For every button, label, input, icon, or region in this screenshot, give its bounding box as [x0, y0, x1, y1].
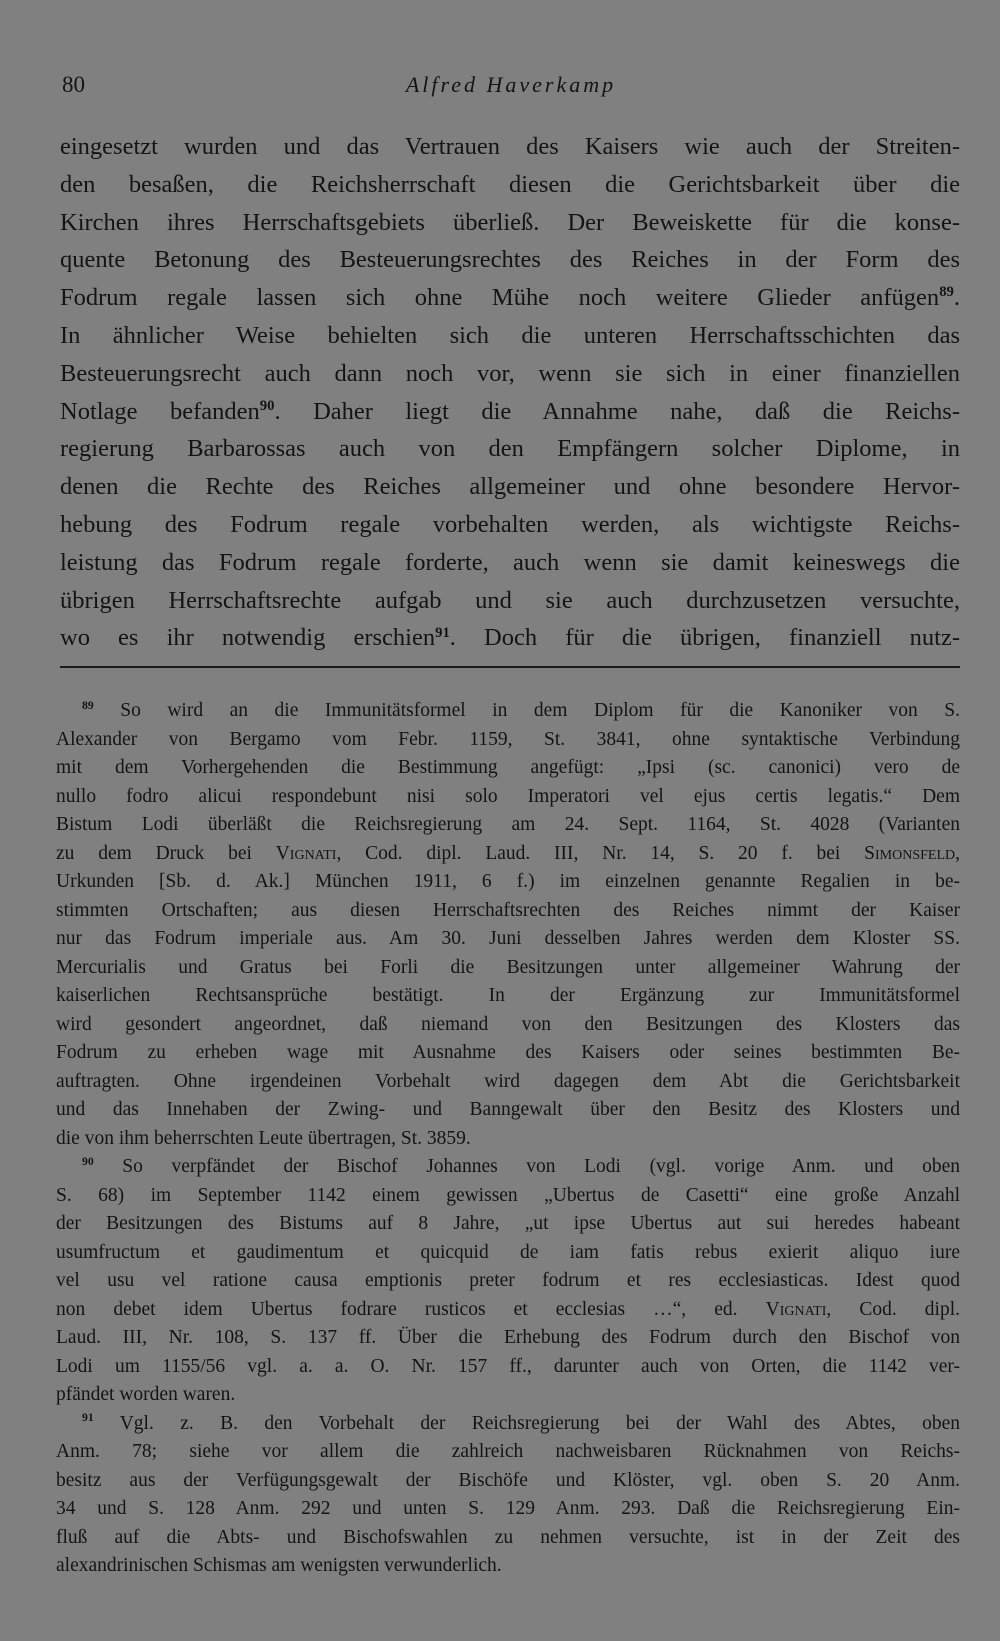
footnote-number-89: 89 [82, 698, 94, 712]
footnote-line: besitz aus der Verfügungsgewalt der Bischöfe und Klöster, vgl. oben S. 20 Anm. [56, 1469, 960, 1491]
footnotes [56, 697, 960, 1581]
footnote-line: nur das Fodrum imperiale aus. Am 30. Juni desselben Jahres werden dem Kloster SS. [56, 928, 960, 949]
footnote-line: Mercurialis und Gratus bei Forli die Besitzungen unter allgemeiner Wahrung der [56, 956, 960, 978]
text-fragment: . Doch für die übrigen, finanziell nutz- [449, 624, 960, 652]
text-line [60, 393, 960, 431]
footnote-line: kaiserlichen Rechtsansprüche bestätigt. In der Ergänzung zur Immunitätsformel [56, 985, 960, 1006]
author-name: Vignati [275, 842, 337, 864]
text-fragment: zu dem Druck bei [56, 842, 276, 864]
footnote-line: wird gesondert angeordnet, daß niemand von den Besitzungen des Klosters das [56, 1013, 960, 1035]
text-fragment: Fodrum regale lassen sich ohne Mühe noch weitere Glieder anfügen [60, 284, 940, 312]
text-line: leistung das Fodrum regale forderte, auch wenn sie damit keineswegs die [60, 548, 960, 576]
text-line [60, 619, 960, 657]
running-head: Alfred Haverkamp [405, 72, 617, 97]
text-line: Kirchen ihres Herrschaftsgebiets überließ. Der Beweiskette für die konse- [60, 208, 960, 236]
text-fragment: Notlage befanden [60, 397, 260, 425]
footnote-line: Anm. 78; siehe vor allem die zahlreich nachweisbaren Rücknahmen von Reichs- [56, 1441, 960, 1462]
main-text [60, 128, 960, 657]
text-line: hebung des Fodrum regale vorbehalten werden, als wichtigste Reichs- [60, 510, 960, 538]
text-line: In ähnlicher Weise behielten sich die unteren Herrschaftsschichten das [60, 321, 960, 349]
text-fragment: , Cod. dipl. Laud. III, Nr. 14, S. 20 f. bei [336, 842, 865, 864]
footnote-line: fluß auf die Abts- und Bischofswahlen zu nehmen versuchte, ist in der Zeit des [56, 1526, 960, 1548]
footnote-line [56, 1296, 960, 1325]
text-line: denen die Rechte des Reiches allgemeiner und ohne besondere Hervor- [60, 473, 960, 501]
footnote-line: S. 68) im September 1142 einem gewissen „Ubertus de Casetti“ eine große Anzahl [56, 1184, 960, 1206]
text-line: quente Betonung des Besteuerungsrechtes des Reiches in der Form des [60, 246, 960, 274]
footnote-line [56, 1410, 960, 1439]
footnote-line: vel usu vel ratione causa emptionis preter fodrum et res ecclesiasticas. Idest quod [56, 1270, 960, 1291]
footnote-line: stimmten Ortschaften; aus diesen Herrschaftsrechten des Reiches nimmt der Kaiser [56, 899, 960, 921]
text-fragment: . [953, 284, 960, 312]
text-line: eingesetzt wurden und das Vertrauen des Kaisers wie auch der Streiten- [60, 133, 960, 160]
page-number: 80 [62, 72, 85, 97]
footnote-ref-91[interactable]: 91 [435, 624, 450, 641]
footnote-line [56, 840, 960, 869]
footnote-line: der Besitzungen des Bistums auf 8 Jahre, „ut ipse Ubertus aut sui heredes habeant [56, 1213, 960, 1234]
footnote-ref-90[interactable]: 90 [259, 397, 275, 414]
author-name: Simonsfeld [864, 842, 956, 864]
text-fragment: , Cod. dipl. [826, 1298, 960, 1320]
page-header [62, 72, 960, 104]
footnote-line: mit dem Vorhergehenden die Bestimmung angefügt: „Ipsi (sc. canonici) vero de [56, 757, 960, 778]
text-line: regierung Barbarossas auch von den Empfängern solcher Diplome, in [60, 435, 960, 463]
footnote-line: Urkunden [Sb. d. Ak.] München 1911, 6 f.) im einzelnen genannte Regalien in be- [56, 871, 960, 892]
text-line: den besaßen, die Reichsherrschaft diesen die Gerichtsbarkeit über die [60, 170, 960, 198]
footnote-line: 34 und S. 128 Anm. 292 und unten S. 129 Anm. 293. Daß die Reichsregierung Ein- [56, 1498, 960, 1519]
text-fragment: So wird an die Immunitätsformel in dem Diplom für die Kanoniker von S. [120, 700, 961, 721]
footnote-line: usumfructum et gaudimentum et quicquid de iam fatis rebus exierit aliquo iure [56, 1241, 960, 1263]
footnote-line: die von ihm beherrschten Leute übertragen, St. 3859. [56, 1127, 471, 1149]
footnote-separator [60, 666, 960, 668]
text-fragment: wo es ihr notwendig erschien [60, 624, 436, 652]
footnote-number-90: 90 [82, 1154, 94, 1168]
footnote-ref-89[interactable]: 89 [939, 284, 954, 301]
footnote-line [56, 697, 960, 726]
author-name: Vignati [765, 1298, 827, 1320]
footnote-line: Bistum Lodi überläßt die Reichsregierung am 24. Sept. 1164, St. 4028 (Varianten [56, 814, 960, 835]
footnote-line: Alexander von Bergamo vom Febr. 1159, St. 3841, ohne syntaktische Verbindung [56, 728, 960, 750]
footnote-line: auftragten. Ohne irgendeinen Vorbehalt wird dagegen dem Abt die Gerichtsbarkeit [56, 1070, 960, 1092]
footnote-line: Lodi um 1155/56 vgl. a. a. O. Nr. 157 ff., darunter auch von Orten, die 1142 ver- [56, 1355, 960, 1377]
text-fragment: . Daher liegt die Annahme nahe, daß die Reichs- [274, 397, 960, 425]
footnote-line [56, 1153, 960, 1182]
text-line: Besteuerungsrecht auch dann noch vor, wenn sie sich in einer finanziellen [60, 359, 960, 387]
footnote-line: alexandrinischen Schismas am wenigsten verwunderlich. [56, 1555, 502, 1576]
footnote-line: Fodrum zu erheben wage mit Ausnahme des Kaisers oder seines bestimmten Be- [56, 1042, 960, 1063]
text-line [60, 279, 960, 317]
footnote-number-91: 91 [82, 1411, 94, 1425]
footnote-line: und das Innehaben der Zwing- und Banngewalt über den Besitz des Klosters und [56, 1099, 960, 1120]
text-line: übrigen Herrschaftsrechte aufgab und sie auch durchzusetzen versuchte, [60, 586, 960, 614]
text-fragment: non debet idem Ubertus fodrare rusticos et ecclesias …“, ed. [56, 1298, 766, 1320]
text-fragment: Vgl. z. B. den Vorbehalt der Reichsregierung bei der Wahl des Abtes, oben [119, 1412, 960, 1434]
text-fragment: , [955, 842, 960, 864]
footnote-line: pfändet worden waren. [56, 1384, 236, 1405]
footnote-line: nullo fodro alicui respondebunt nisi solo Imperatori vel ejus certis legatis.“ Dem [56, 785, 960, 807]
text-fragment: So verpfändet der Bischof Johannes von Lodi (vgl. vorige Anm. und oben [122, 1156, 961, 1177]
footnote-line: Laud. III, Nr. 108, S. 137 ff. Über die Erhebung des Fodrum durch den Bischof von [56, 1327, 960, 1348]
